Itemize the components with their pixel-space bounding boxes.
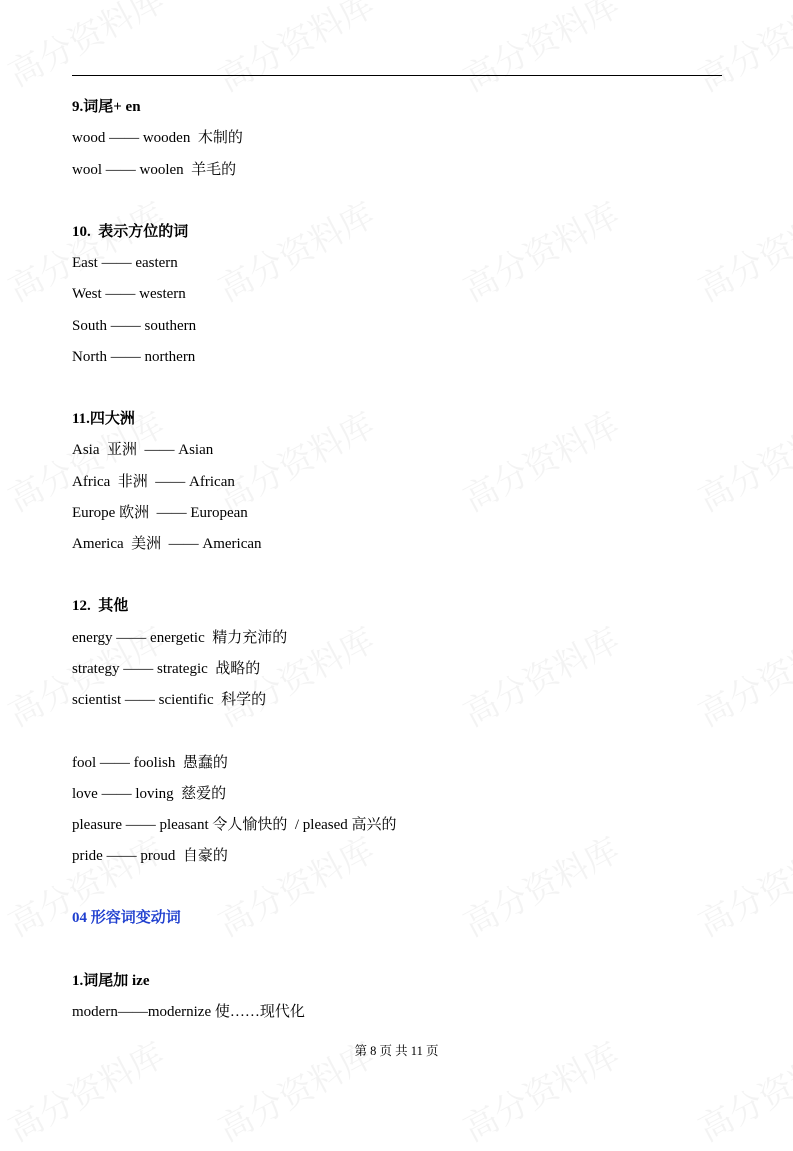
watermark bbox=[208, 188, 381, 311]
header-rule bbox=[72, 75, 722, 76]
watermark bbox=[453, 0, 626, 101]
vocab-line: love —— loving 慈爱的 bbox=[72, 786, 227, 802]
vocab-line: East —— eastern bbox=[72, 255, 178, 271]
watermark bbox=[208, 823, 381, 946]
vocab-line: energy —— energetic 精力充沛的 bbox=[72, 630, 288, 646]
section-heading-9: 9.词尾+ en bbox=[72, 99, 141, 115]
vocab-line: wool —— woolen 羊毛的 bbox=[72, 162, 237, 178]
section-heading-10: 10. 表示方位的词 bbox=[72, 224, 189, 240]
subsection-heading-1: 1.词尾加 ize bbox=[72, 973, 150, 989]
watermark bbox=[688, 613, 793, 736]
vocab-line: South —— southern bbox=[72, 318, 197, 334]
watermark bbox=[688, 823, 793, 946]
watermark bbox=[453, 823, 626, 946]
watermark bbox=[453, 188, 626, 311]
vocab-line: Africa 非洲 —— African bbox=[72, 474, 235, 490]
vocab-line: America 美洲 —— American bbox=[72, 536, 262, 552]
section-heading-12: 12. 其他 bbox=[72, 598, 129, 614]
vocab-line: pleasure —— pleasant 令人愉快的 / pleased 高兴的 bbox=[72, 817, 397, 833]
vocab-line: modern——modernize 使……现代化 bbox=[72, 1004, 305, 1020]
vocab-line: North —— northern bbox=[72, 349, 196, 365]
section-heading-11: 11.四大洲 bbox=[72, 411, 135, 427]
section-heading-04: 04 形容词变动词 bbox=[72, 910, 181, 926]
vocab-line: scientist —— scientific 科学的 bbox=[72, 692, 267, 708]
vocab-line: wood —— wooden 木制的 bbox=[72, 130, 243, 146]
page-footer: 第 8 页 共 11 页 bbox=[354, 1044, 439, 1058]
vocab-line: pride —— proud 自豪的 bbox=[72, 848, 228, 864]
vocab-line: Asia 亚洲 —— Asian bbox=[72, 442, 214, 458]
watermark bbox=[688, 0, 793, 101]
watermark bbox=[0, 0, 172, 96]
watermark bbox=[453, 613, 626, 736]
vocab-line: strategy —— strategic 战略的 bbox=[72, 661, 261, 677]
watermark bbox=[688, 188, 793, 311]
watermark bbox=[688, 398, 793, 521]
vocab-line: fool —— foolish 愚蠢的 bbox=[72, 755, 228, 771]
vocab-line: West —— western bbox=[72, 286, 186, 302]
watermark bbox=[453, 398, 626, 521]
watermark bbox=[208, 0, 381, 101]
vocab-line: Europe 欧洲 —— European bbox=[72, 505, 248, 521]
